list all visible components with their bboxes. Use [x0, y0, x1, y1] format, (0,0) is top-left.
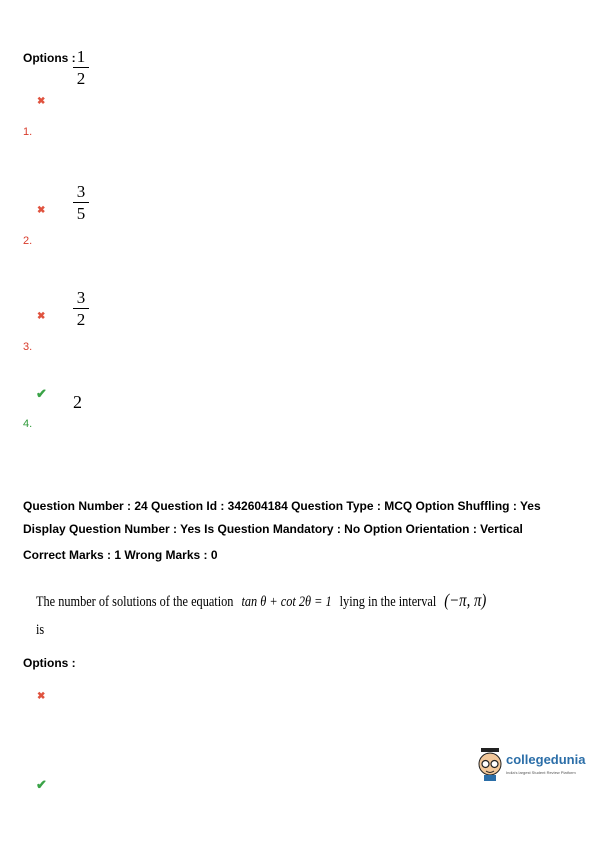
check-icon: ✔: [36, 386, 47, 401]
option-2-number: 2.: [23, 235, 33, 247]
options-label: Options :: [23, 51, 76, 65]
option-3-fraction: [73, 289, 89, 329]
option-2-denominator: 5: [76, 204, 86, 223]
option-1-fraction: [73, 48, 89, 88]
equation: tan θ + cot 2θ = 1: [241, 594, 332, 610]
option-1-numerator: 1: [76, 47, 86, 66]
question-meta-line-2: Display Question Number : Yes Is Question Mandatory : No Option Orientation : Vertical: [23, 522, 523, 536]
options-label: Options :: [23, 656, 76, 670]
option-4-number: 4.: [23, 418, 33, 430]
option-2-fraction: [73, 183, 89, 223]
option-3-denominator: 2: [76, 310, 86, 329]
question-text: [36, 590, 486, 611]
fraction-bar: [73, 67, 89, 68]
fraction-bar: [73, 308, 89, 309]
question-meta-line-3: Correct Marks : 1 Wrong Marks : 0: [23, 548, 218, 562]
question-meta-line-1: Question Number : 24 Question Id : 342604184 Question Type : MCQ Option Shuffling : Yes: [23, 499, 541, 513]
cross-icon: ✖: [37, 691, 46, 702]
option-3-numerator: 3: [76, 288, 86, 307]
logo-tagline: India's largest Student Review Platform: [506, 770, 576, 775]
cross-icon: ✖: [37, 205, 46, 216]
option-1-denominator: 2: [76, 69, 86, 88]
mascot-icon: [476, 747, 504, 781]
option-2-numerator: 3: [76, 182, 86, 201]
cross-icon: ✖: [37, 96, 46, 107]
option-1-number: 1.: [23, 126, 33, 138]
option-3-number: 3.: [23, 341, 33, 353]
interval: (−π, π): [444, 590, 487, 610]
cross-icon: ✖: [37, 311, 46, 322]
question-text-part-1: The number of solutions of the equation: [36, 594, 234, 610]
fraction-bar: [73, 202, 89, 203]
check-icon: ✔: [36, 777, 47, 792]
logo-name: collegedunia: [506, 752, 586, 767]
collegedunia-logo: [476, 747, 586, 783]
option-4-value: 2: [73, 392, 82, 412]
question-text-part-3: is: [36, 622, 45, 638]
question-text-part-2: lying in the interval: [339, 594, 437, 610]
